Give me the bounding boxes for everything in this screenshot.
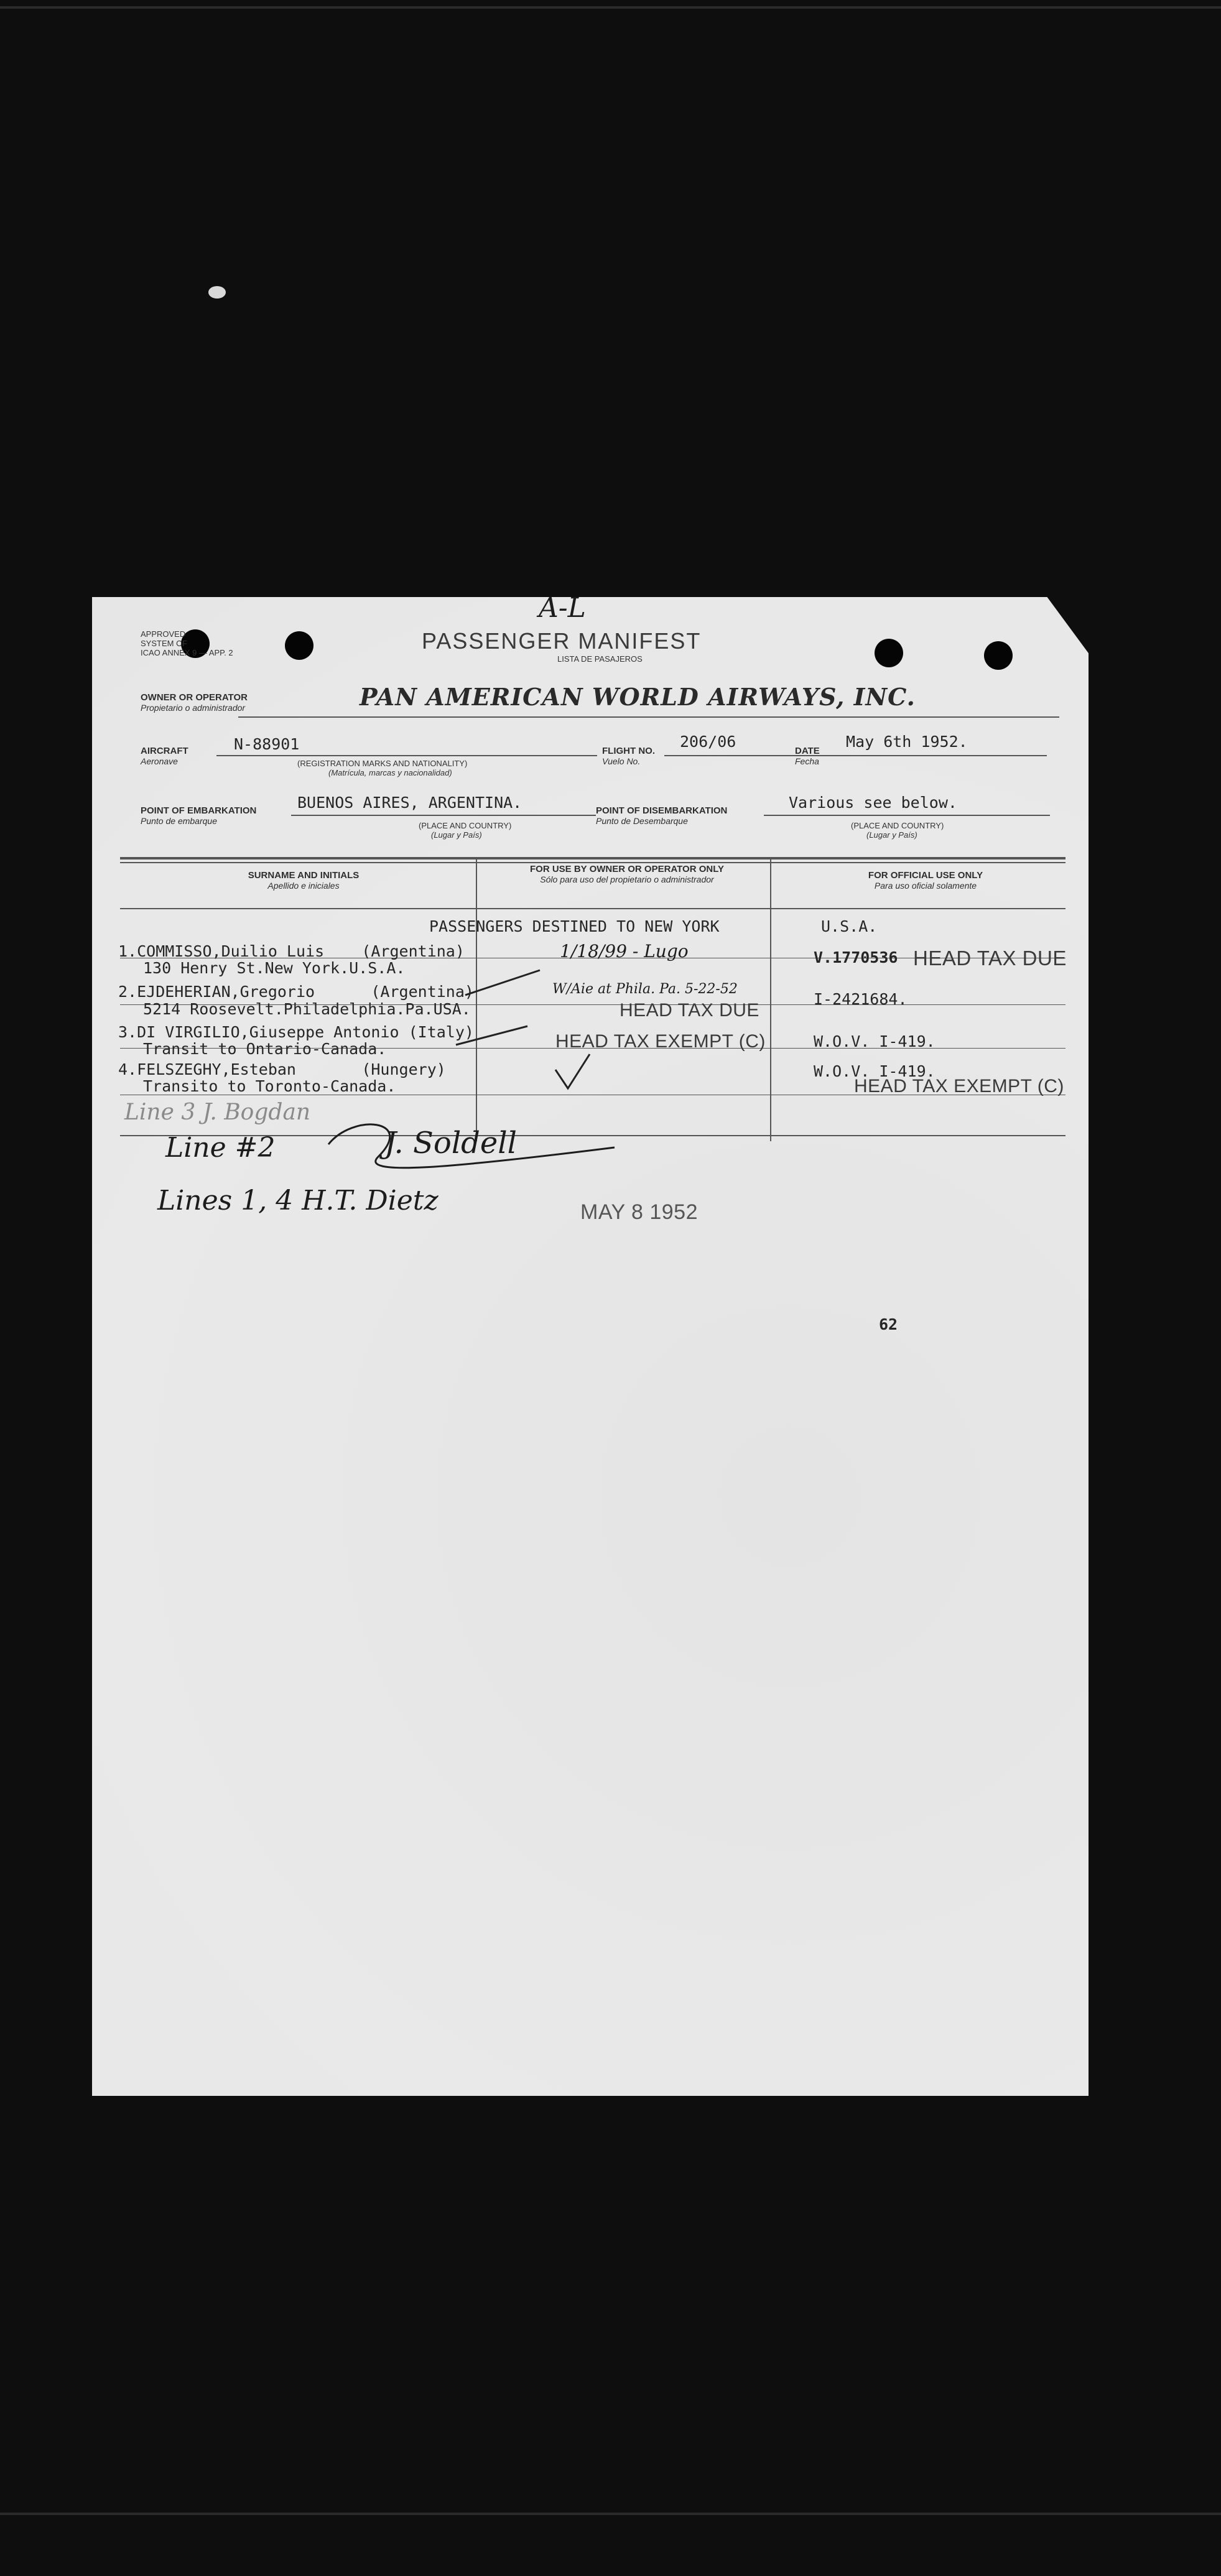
embark-note-es: (Lugar y País) <box>431 830 482 840</box>
aircraft-value: N-88901 <box>234 735 300 753</box>
aircraft-note-es: (Matrícula, marcas y nacionalidad) <box>328 768 452 777</box>
passenger-2-official: I-2421684. <box>814 990 908 1008</box>
disembark-value: Various see below. <box>789 794 957 812</box>
owner-label: OWNER OR OPERATOR Propietario o administrador <box>141 692 248 713</box>
checkmark <box>555 1054 590 1088</box>
passenger-2-name: 2.EJDEHERIAN,Gregorio (Argentina) <box>118 983 474 1001</box>
passenger-2-address: 5214 Roosevelt.Philadelphia.Pa.USA. <box>143 1000 471 1018</box>
passenger-4-address: Transito to Toronto-Canada. <box>143 1077 396 1095</box>
handwritten-top-mark: A-L <box>539 592 586 624</box>
passenger-2-handnote: W/Aie at Phila. Pa. 5-22-52 <box>552 981 738 997</box>
col-head-official-use: FOR OFFICIAL USE ONLY Para uso oficial solamente <box>868 870 983 891</box>
passenger-4-official: W.O.V. I-419. <box>814 1062 935 1080</box>
disembark-note: (PLACE AND COUNTRY) <box>851 821 944 830</box>
passenger-3-official: W.O.V. I-419. <box>814 1032 935 1050</box>
passenger-1-handnote: 1/18/99 - Lugo <box>560 941 689 961</box>
embark-label: POINT OF EMBARKATION Punto de embarque <box>141 805 257 826</box>
strike-mark <box>465 970 540 995</box>
handwritten-note-line3: Line 3 J. Bogdan <box>124 1100 311 1125</box>
manifest-sheet <box>92 592 1089 2096</box>
passenger-4-stamp: HEAD TAX EXEMPT (C) <box>854 1076 1064 1096</box>
col-head-surname: SURNAME AND INITIALS Apellido e iniciales <box>248 870 360 891</box>
col-head-owner-use: FOR USE BY OWNER OR OPERATOR ONLY Sólo para uso del propietario o administrador <box>530 864 724 884</box>
embark-note: (PLACE AND COUNTRY) <box>419 821 512 830</box>
flight-label: FLIGHT NO. Vuelo No. <box>602 746 655 766</box>
film-speck <box>208 286 226 299</box>
approval-line: SYSTEM OF <box>141 639 188 648</box>
approval-line: ICAO ANNEX 9 — APP. 2 <box>141 648 233 657</box>
handwritten-signature: J. Soldell <box>384 1126 517 1161</box>
film-top-edge <box>0 6 1221 9</box>
passenger-1-official: V.1770536 <box>814 948 898 966</box>
date-value: May 6th 1952. <box>846 733 968 751</box>
aircraft-label: AIRCRAFT Aeronave <box>141 746 188 766</box>
passenger-3-name: 3.DI VIRGILIO,Giuseppe Antonio (Italy) <box>118 1023 474 1041</box>
manifest-title-es: LISTA DE PASAJEROS <box>557 654 643 664</box>
manifest-title: PASSENGER MANIFEST <box>422 628 702 654</box>
aircraft-note: (REGISTRATION MARKS AND NATIONALITY) <box>297 759 468 768</box>
handwritten-note-lines-1-4: Lines 1, 4 H.T. Dietz <box>157 1185 439 1216</box>
approval-line: APPROVED <box>141 629 186 639</box>
disembark-label: POINT OF DISEMBARKATION Punto de Desembarque <box>596 805 728 826</box>
embark-value: BUENOS AIRES, ARGENTINA. <box>297 794 522 812</box>
strike-mark <box>456 1026 527 1045</box>
date-stamp: MAY 8 1952 <box>580 1200 698 1224</box>
passenger-2-stamp: HEAD TAX DUE <box>620 1000 759 1021</box>
disembark-note-es: (Lugar y País) <box>866 830 917 840</box>
passenger-1-address: 130 Henry St.New York.U.S.A. <box>143 959 406 977</box>
passenger-1-name: 1.COMMISSO,Duilio Luis (Argentina) <box>118 942 465 960</box>
page-number: 62 <box>879 1315 898 1333</box>
passenger-3-stamp: HEAD TAX EXEMPT (C) <box>555 1031 766 1052</box>
operator-name: PAN AMERICAN WORLD AIRWAYS, INC. <box>360 683 916 711</box>
passenger-4-name: 4.FELSZEGHY,Esteban (Hungery) <box>118 1060 446 1078</box>
handwritten-note-line2: Line #2 <box>165 1132 276 1164</box>
film-bottom-edge <box>0 2513 1221 2515</box>
handwritten-marks <box>92 597 1089 1281</box>
section-heading: PASSENGERS DESTINED TO NEW YORK <box>429 917 720 935</box>
passenger-3-address: Transit to Ontario-Canada. <box>143 1040 387 1058</box>
passenger-1-stamp: HEAD TAX DUE <box>913 947 1067 970</box>
flight-value: 206/06 <box>680 733 736 751</box>
section-country: U.S.A. <box>821 917 878 935</box>
date-label: DATE Fecha <box>795 746 820 766</box>
